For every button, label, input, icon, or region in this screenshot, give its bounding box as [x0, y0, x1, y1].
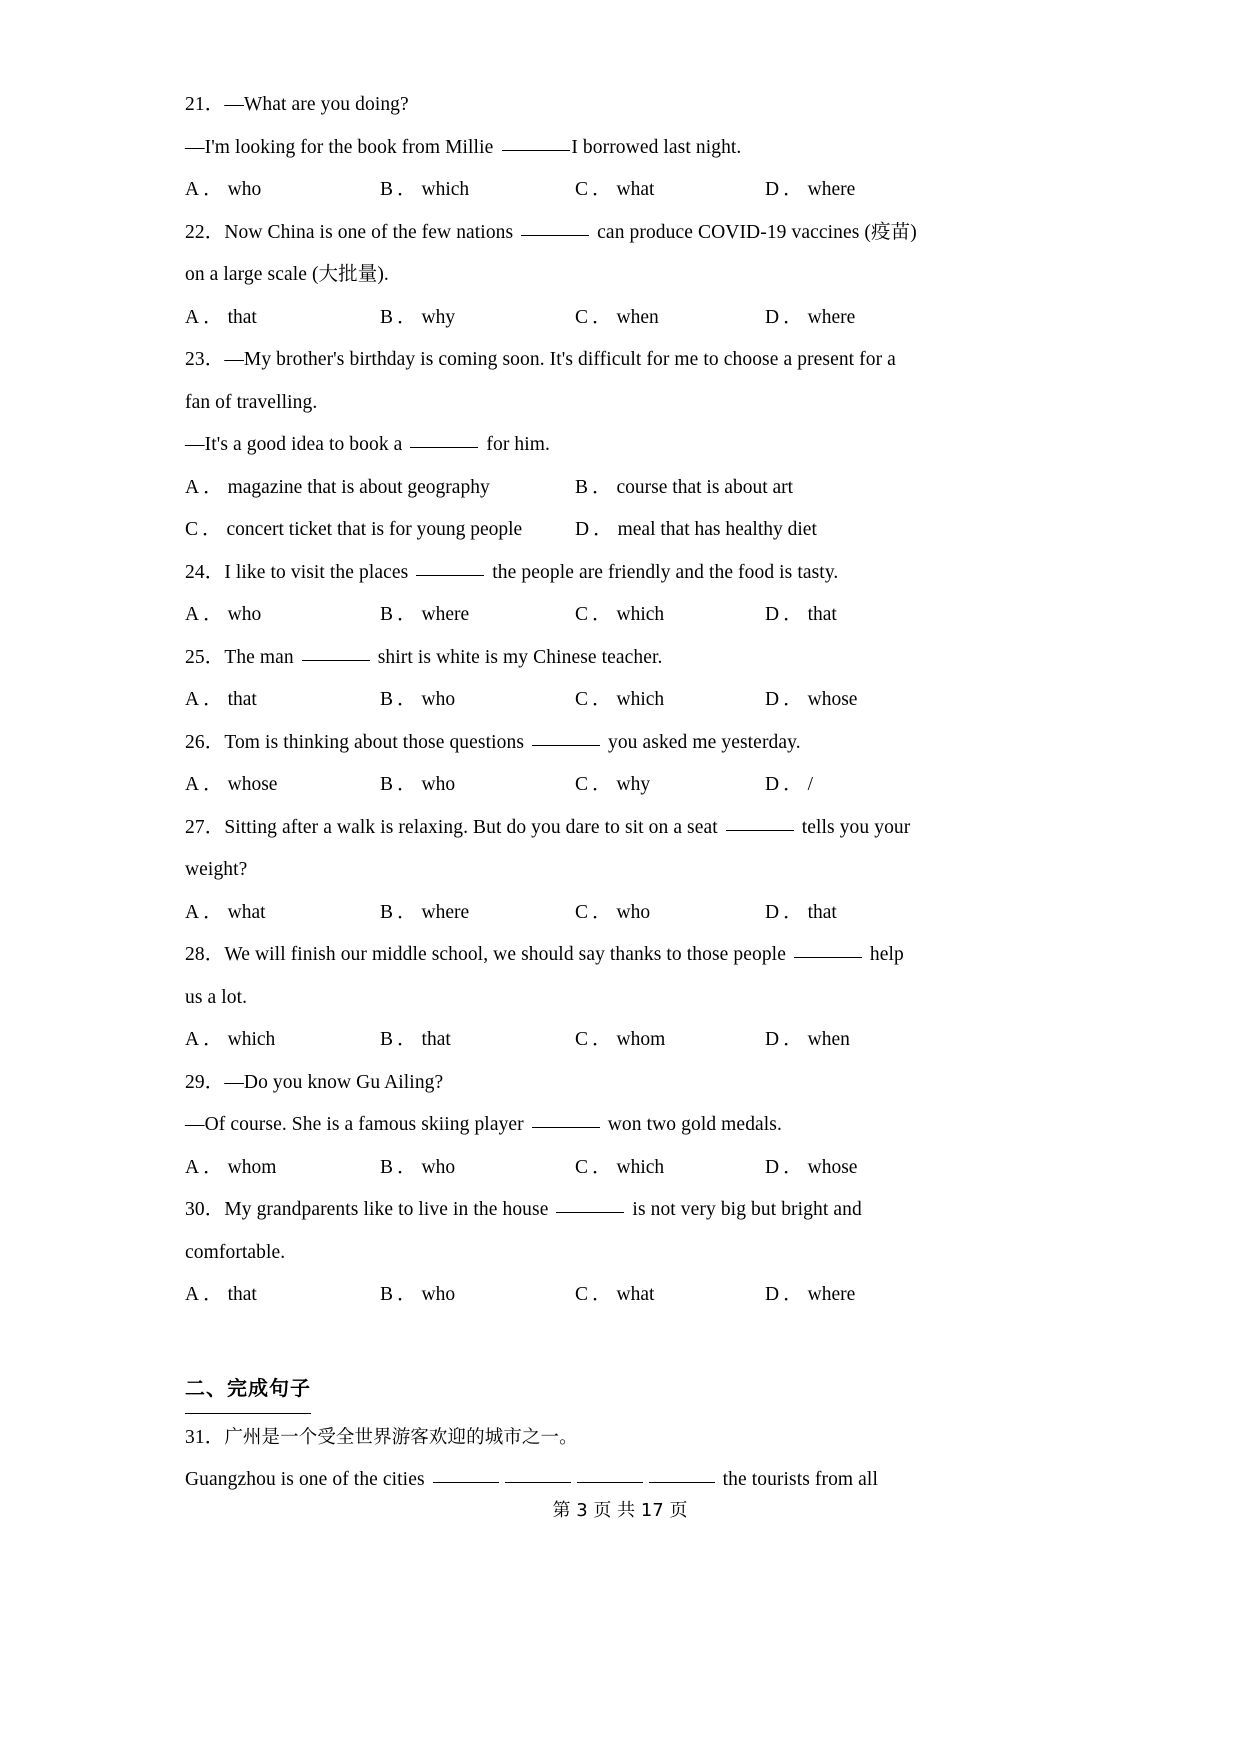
question-28-stem	[185, 934, 925, 1019]
option-a[interactable]	[185, 297, 257, 340]
option-dot: ．	[203, 306, 223, 328]
option-label: A	[185, 901, 200, 923]
option-b[interactable]	[380, 1274, 455, 1317]
option-label: A	[185, 476, 200, 498]
option-d[interactable]	[765, 1019, 850, 1062]
option-a[interactable]	[185, 1274, 257, 1317]
option-b[interactable]	[380, 892, 469, 935]
option-a[interactable]	[185, 1147, 276, 1190]
question-23-line-2	[185, 424, 925, 467]
option-text: where	[421, 901, 470, 923]
option-label: D	[765, 179, 780, 200]
option-dot: ．	[203, 476, 223, 498]
answer-blank[interactable]	[532, 732, 600, 746]
option-label: D	[765, 774, 780, 795]
question-number: 29	[185, 1071, 205, 1093]
option-label: C	[575, 1156, 589, 1178]
option-text: which	[421, 179, 470, 200]
option-text: what	[616, 1284, 655, 1305]
stem-pre: Sitting after a walk is relaxing. But do you dare to sit on a seat	[224, 816, 723, 838]
option-text: meal that has healthy diet	[617, 519, 817, 540]
answer-blank-3[interactable]	[577, 1469, 643, 1483]
option-label: A	[185, 689, 200, 710]
option-dot: ．	[592, 604, 612, 625]
option-a[interactable]	[185, 169, 261, 212]
option-d[interactable]	[765, 679, 857, 722]
option-dot: ．	[202, 519, 222, 540]
option-d[interactable]	[765, 764, 813, 807]
option-dot: ．	[593, 519, 613, 540]
option-dot: ．	[397, 179, 417, 200]
stem-post: you asked me yesterday.	[603, 731, 801, 753]
option-dot: ．	[783, 1156, 803, 1178]
question-number: 25	[185, 646, 205, 668]
option-label: C	[575, 1284, 589, 1305]
question-number: 24	[185, 561, 205, 583]
question-24-stem	[185, 552, 925, 595]
option-text: that	[227, 689, 257, 710]
option-text: why	[616, 774, 651, 795]
option-label: A	[185, 1029, 200, 1050]
option-dot: ．	[783, 774, 803, 795]
question-24-options	[185, 594, 925, 637]
option-b[interactable]	[380, 764, 455, 807]
answer-blank[interactable]	[502, 137, 570, 151]
option-d[interactable]	[575, 509, 817, 552]
option-text: where	[421, 604, 470, 625]
option-dot: ．	[397, 604, 417, 625]
option-text: who	[421, 1284, 456, 1305]
answer-blank-2[interactable]	[505, 1469, 571, 1483]
option-b[interactable]	[380, 297, 455, 340]
option-c[interactable]	[575, 1019, 665, 1062]
option-text: what	[616, 179, 655, 200]
option-dot: ．	[783, 179, 803, 200]
option-label: B	[575, 476, 589, 498]
stem-post: can produce COVID-19 vaccines (疫苗) on a large scale (大批量).	[185, 221, 917, 285]
option-text: where	[807, 1284, 856, 1305]
stem-post: is not very big but bright and comfortable.	[185, 1199, 862, 1263]
option-label: D	[765, 689, 780, 710]
option-b[interactable]	[380, 594, 469, 637]
stem-post: help us a lot.	[185, 944, 904, 1008]
option-label: A	[185, 1284, 200, 1305]
option-dot: ．	[203, 1029, 223, 1050]
option-text: who	[227, 179, 262, 200]
question-separator: ．	[204, 1199, 225, 1220]
option-label: B	[380, 1029, 394, 1050]
option-dot: ．	[592, 306, 612, 328]
question-separator: ．	[204, 1071, 225, 1093]
question-25-options	[185, 679, 925, 722]
option-d[interactable]	[765, 892, 837, 935]
section-two-heading-row	[185, 1361, 925, 1417]
question-number: 26	[185, 731, 205, 753]
option-text: whose	[807, 1156, 858, 1178]
option-text: who	[421, 689, 456, 710]
stem-pre: We will finish our middle school, we should say thanks to those people	[224, 944, 791, 965]
question-29-line-1	[185, 1062, 925, 1105]
option-text: which	[616, 689, 665, 710]
option-dot: ．	[397, 306, 417, 328]
option-text: which	[227, 1029, 276, 1050]
answer-blank[interactable]	[556, 1199, 624, 1213]
question-number: 31	[185, 1426, 205, 1448]
option-dot: ．	[203, 901, 223, 923]
option-text: whose	[227, 774, 278, 795]
stem-post: for him.	[481, 434, 551, 455]
option-d[interactable]	[765, 594, 837, 637]
question-25-stem	[185, 637, 925, 680]
option-label: B	[380, 689, 394, 710]
option-label: D	[765, 1284, 780, 1305]
option-b[interactable]	[575, 467, 793, 510]
option-text: what	[227, 901, 266, 923]
option-dot: ．	[592, 689, 612, 710]
option-dot: ．	[783, 604, 803, 625]
option-text: whom	[227, 1156, 277, 1178]
answer-blank[interactable]	[521, 222, 589, 236]
question-number: 27	[185, 816, 205, 838]
option-label: C	[575, 604, 589, 625]
option-text: course that is about art	[616, 476, 794, 498]
option-text: that	[807, 604, 837, 625]
option-c[interactable]	[575, 169, 654, 212]
option-label: A	[185, 1156, 200, 1178]
question-22-stem	[185, 212, 925, 297]
option-c[interactable]	[575, 594, 664, 637]
stem-pre: My grandparents like to live in the house	[224, 1199, 554, 1220]
option-dot: ．	[783, 689, 803, 710]
question-number: 28	[185, 944, 205, 965]
question-text: —Do you know Gu Ailing?	[224, 1071, 444, 1093]
option-c[interactable]	[575, 679, 664, 722]
option-dot: ．	[783, 1029, 803, 1050]
option-label: B	[380, 1156, 394, 1178]
stem-post: I borrowed last night.	[571, 136, 742, 158]
option-a[interactable]	[185, 679, 257, 722]
option-text: that	[227, 306, 257, 328]
option-label: D	[765, 306, 780, 328]
stem-pre: —I'm looking for the book from Millie	[185, 136, 499, 158]
option-dot: ．	[203, 179, 223, 200]
question-separator: ．	[204, 221, 225, 243]
question-27-options	[185, 892, 925, 935]
option-c[interactable]	[185, 509, 522, 552]
option-label: A	[185, 179, 200, 200]
question-23-line-1	[185, 339, 925, 424]
page-content	[185, 84, 925, 1502]
option-text: magazine that is about geography	[227, 476, 490, 498]
question-29-line-2	[185, 1104, 925, 1147]
option-label: D	[575, 519, 590, 540]
option-dot: ．	[783, 901, 803, 923]
option-dot: ．	[397, 1029, 417, 1050]
option-text: that	[807, 901, 837, 923]
option-dot: ．	[203, 604, 223, 625]
option-c[interactable]	[575, 1274, 654, 1317]
option-dot: ．	[592, 179, 612, 200]
question-22-options	[185, 297, 925, 340]
question-number: 30	[185, 1199, 205, 1220]
option-dot: ．	[783, 306, 803, 328]
answer-blank-4[interactable]	[649, 1469, 715, 1483]
option-label: A	[185, 774, 200, 795]
option-label: B	[380, 306, 394, 328]
option-label: B	[380, 179, 394, 200]
option-text: which	[616, 604, 665, 625]
option-label: D	[765, 1029, 780, 1050]
option-label: B	[380, 901, 394, 923]
option-dot: ．	[203, 774, 223, 795]
option-label: C	[185, 519, 199, 540]
question-29-options	[185, 1147, 925, 1190]
answer-blank[interactable]	[726, 817, 794, 831]
option-label: B	[380, 604, 394, 625]
question-separator: ．	[204, 94, 225, 115]
answer-blank-1[interactable]	[433, 1469, 499, 1483]
option-dot: ．	[397, 774, 417, 795]
option-text: who	[227, 604, 262, 625]
option-dot: ．	[397, 1156, 417, 1178]
page-footer-text: 第 3 页 共 17 页	[552, 1500, 688, 1521]
option-a[interactable]	[185, 892, 266, 935]
option-c[interactable]	[575, 1147, 664, 1190]
option-label: C	[575, 901, 589, 923]
answer-blank[interactable]	[410, 434, 478, 448]
option-label: D	[765, 901, 780, 923]
stem-pre: —It's a good idea to book a	[185, 434, 408, 455]
question-number: 21	[185, 94, 205, 115]
option-label: C	[575, 179, 589, 200]
stem-post: tells you your weight?	[185, 816, 911, 880]
stem-post: the people are friendly and the food is tasty.	[487, 561, 839, 583]
question-27-stem	[185, 807, 925, 892]
option-dot: ．	[203, 1156, 223, 1178]
stem-pre: Now China is one of the few nations	[224, 221, 519, 243]
option-text: concert ticket that is for young people	[226, 519, 523, 540]
question-number: 22	[185, 221, 205, 243]
question-separator: ．	[204, 731, 225, 753]
stem-pre: —Of course. She is a famous skiing player	[185, 1114, 529, 1135]
option-label: D	[765, 604, 780, 625]
stem-pre: Guangzhou is one of the cities	[185, 1469, 430, 1490]
option-label: C	[575, 306, 589, 328]
stem-pre: I like to visit the places	[224, 561, 414, 583]
question-23-options-row-2	[185, 509, 925, 552]
option-dot: ．	[592, 1284, 612, 1305]
option-label: C	[575, 1029, 589, 1050]
option-b[interactable]	[380, 1019, 451, 1062]
option-dot: ．	[397, 1284, 417, 1305]
question-23-options-row-1	[185, 467, 925, 510]
option-c[interactable]	[575, 764, 650, 807]
question-separator: ．	[204, 944, 225, 965]
option-label: C	[575, 689, 589, 710]
option-dot: ．	[592, 476, 612, 498]
option-text: why	[421, 306, 456, 328]
option-text: who	[421, 774, 456, 795]
option-a[interactable]	[185, 467, 490, 510]
option-text: whose	[807, 689, 858, 710]
question-30-stem	[185, 1189, 925, 1274]
question-30-options	[185, 1274, 925, 1317]
option-text: that	[421, 1029, 451, 1050]
option-label: B	[380, 1284, 394, 1305]
option-dot: ．	[783, 1284, 803, 1305]
option-d[interactable]	[765, 297, 855, 340]
question-31-chinese	[185, 1417, 925, 1460]
option-text: where	[807, 179, 856, 200]
option-dot: ．	[397, 901, 417, 923]
option-b[interactable]	[380, 679, 455, 722]
question-separator: ．	[204, 561, 225, 583]
option-text: which	[616, 1156, 665, 1178]
stem-pre: The man	[224, 646, 299, 668]
question-26-options	[185, 764, 925, 807]
stem-post: won two gold medals.	[602, 1114, 782, 1135]
section-two-heading: 二、完成句子	[185, 1367, 311, 1414]
option-text: where	[807, 306, 856, 328]
question-separator: ．	[204, 646, 225, 668]
option-label: A	[185, 604, 200, 625]
question-separator: ．	[204, 1426, 225, 1448]
stem-post: shirt is white is my Chinese teacher.	[372, 646, 663, 668]
option-text: that	[227, 1284, 257, 1305]
option-dot: ．	[592, 1029, 612, 1050]
option-c[interactable]	[575, 297, 659, 340]
option-dot: ．	[592, 901, 612, 923]
question-separator: ．	[204, 349, 225, 370]
option-label: D	[765, 1156, 780, 1178]
question-21-options	[185, 169, 925, 212]
option-text: whom	[616, 1029, 666, 1050]
option-a[interactable]	[185, 594, 261, 637]
option-text: when	[807, 1029, 850, 1050]
option-dot: ．	[203, 1284, 223, 1305]
question-26-stem	[185, 722, 925, 765]
stem-post: the tourists from all	[717, 1469, 878, 1490]
option-label: C	[575, 774, 589, 795]
answer-blank[interactable]	[416, 562, 484, 576]
option-text: who	[616, 901, 651, 923]
question-separator: ．	[204, 816, 225, 838]
option-b[interactable]	[380, 169, 469, 212]
option-text: /	[807, 774, 814, 795]
option-d[interactable]	[765, 1147, 857, 1190]
answer-blank[interactable]	[794, 944, 862, 958]
question-text: —My brother's birthday is coming soon. It's difficult for me to choose a present for a fan of travelling.	[185, 349, 896, 413]
question-21-line-2	[185, 127, 925, 170]
option-text: when	[616, 306, 659, 328]
option-dot: ．	[203, 689, 223, 710]
option-d[interactable]	[765, 1274, 855, 1317]
question-21-line-1	[185, 84, 925, 127]
question-text-chinese: 广州是一个受全世界游客欢迎的城市之一。	[224, 1426, 578, 1448]
stem-pre: Tom is thinking about those questions	[224, 731, 529, 753]
question-28-options	[185, 1019, 925, 1062]
page-footer	[0, 1496, 1240, 1522]
option-b[interactable]	[380, 1147, 455, 1190]
option-dot: ．	[592, 774, 612, 795]
option-c[interactable]	[575, 892, 650, 935]
answer-blank[interactable]	[302, 647, 370, 661]
question-text: —What are you doing?	[224, 94, 409, 115]
option-text: who	[421, 1156, 456, 1178]
option-dot: ．	[592, 1156, 612, 1178]
question-number: 23	[185, 349, 205, 370]
option-a[interactable]	[185, 764, 277, 807]
option-a[interactable]	[185, 1019, 275, 1062]
option-d[interactable]	[765, 169, 855, 212]
option-dot: ．	[397, 689, 417, 710]
answer-blank[interactable]	[532, 1114, 600, 1128]
option-label: A	[185, 306, 200, 328]
option-label: B	[380, 774, 394, 795]
section-spacer	[185, 1317, 925, 1361]
